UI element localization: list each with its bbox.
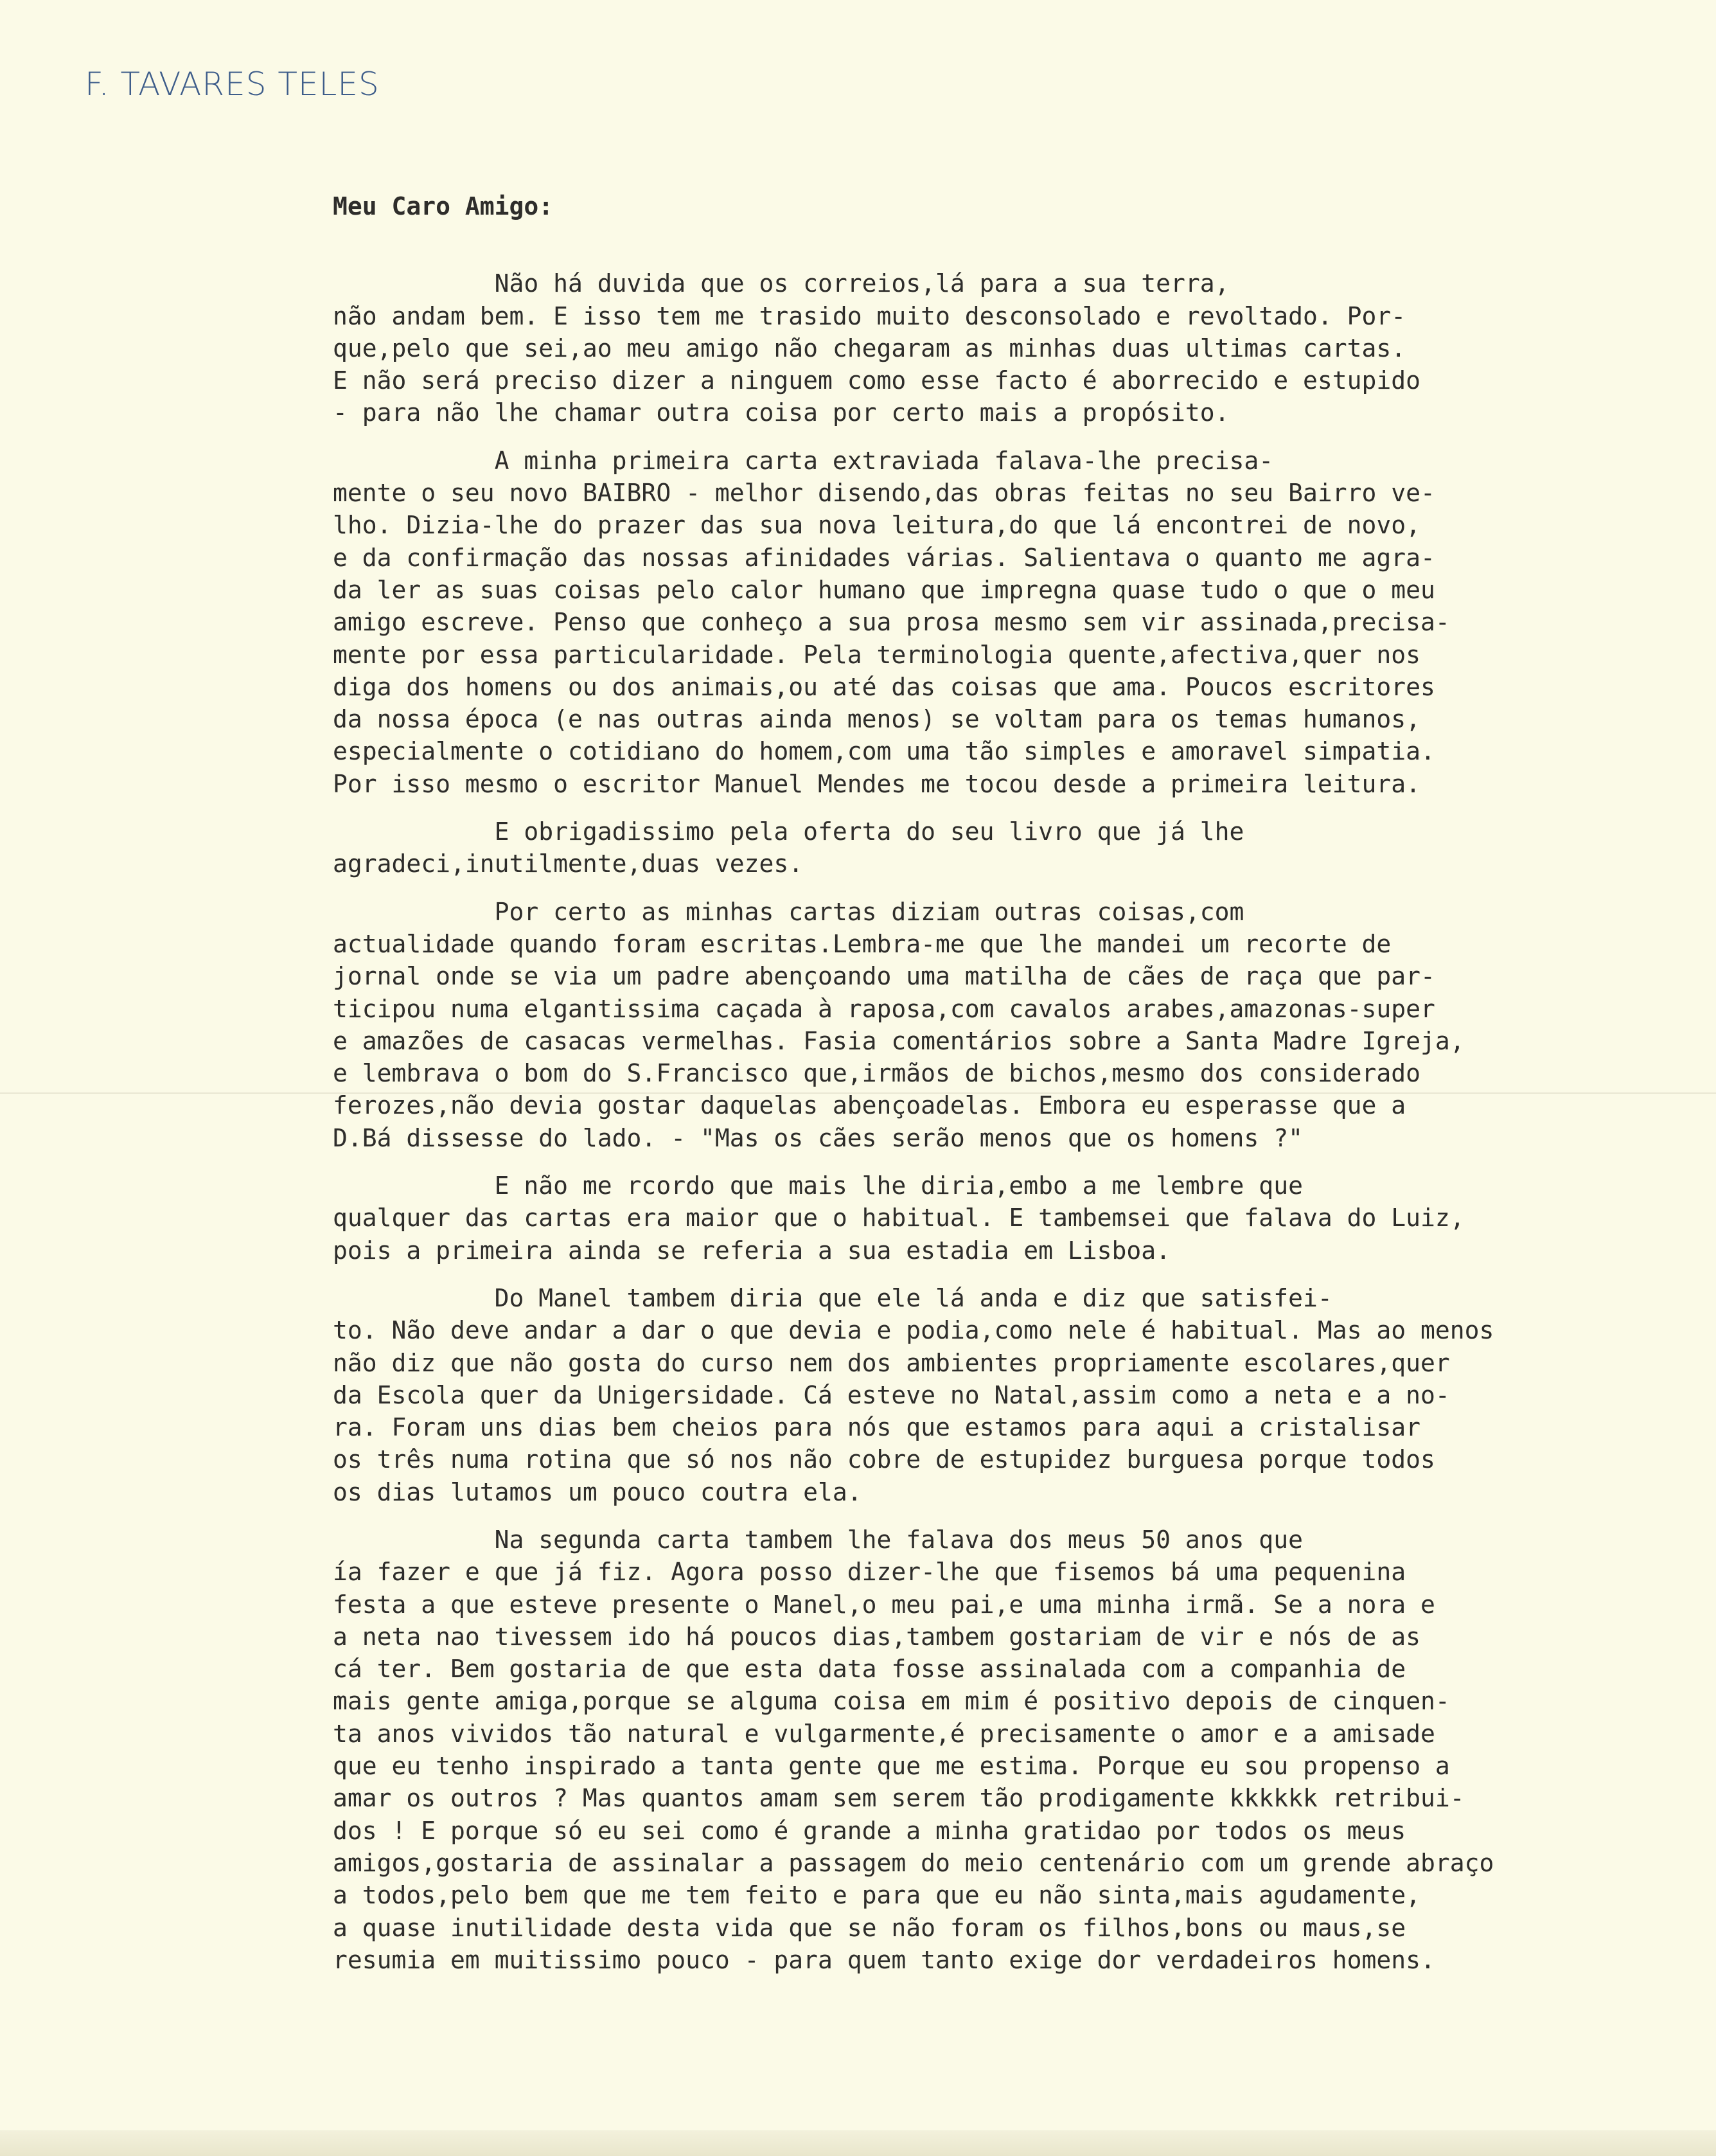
text-line: a quase inutilidade desta vida que se não foram os filhos,bons ou maus,se: [333, 1913, 1406, 1942]
text-line: diga dos homens ou dos animais,ou até das coisas que ama. Poucos escritores: [333, 672, 1435, 701]
text-line: - para não lhe chamar outra coisa por certo mais a propósito.: [333, 398, 1230, 427]
paragraph: [333, 896, 1688, 1154]
text-line: amigos,gostaria de assinalar a passagem do meio centenário com um grende abraço: [333, 1848, 1494, 1877]
text-line: e da confirmação das nossas afinidades várias. Salientava o quanto me agra-: [333, 543, 1435, 572]
paragraph: [333, 1170, 1688, 1267]
text-line: da Escola quer da Unigersidade. Cá esteve no Natal,assim como a neta e a no-: [333, 1380, 1450, 1409]
paragraph: [333, 1524, 1688, 1976]
letter-body: [333, 190, 1688, 1991]
text-line: ra. Foram uns dias bem cheios para nós que estamos para aqui a cristalisar: [333, 1413, 1420, 1442]
text-line: não andam bem. E isso tem me trasido muito desconsolado e revoltado. Por-: [333, 301, 1406, 330]
text-line: da ler as suas coisas pelo calor humano que impregna quase tudo o que o meu: [333, 575, 1435, 604]
salutation: Meu Caro Amigo:: [333, 192, 554, 220]
text-line: que,pelo que sei,ao meu amigo não chegaram as minhas duas ultimas cartas.: [333, 334, 1406, 362]
text-line: pois a primeira ainda se referia a sua estadia em Lisboa.: [333, 1236, 1171, 1265]
text-line: to. Não deve andar a dar o que devia e podia,como nele é habitual. Mas ao menos: [333, 1316, 1494, 1345]
text-line: cá ter. Bem gostaria de que esta data fosse assinalada com a companhia de: [333, 1655, 1406, 1684]
text-line: ticipou numa elgantissima caçada à raposa,com cavalos arabes,amazonas-super: [333, 994, 1435, 1023]
text-line: e lembrava o bom do S.Francisco que,irmãos de bichos,mesmo dos considerado: [333, 1059, 1420, 1088]
text-line: agradeci,inutilmente,duas vezes.: [333, 850, 804, 878]
text-line: dos ! E porque só eu sei como é grande a minha gratidao por todos os meus: [333, 1816, 1406, 1845]
text-line: a neta nao tivessem ido há poucos dias,tambem gostariam de vir e nós de as: [333, 1622, 1420, 1651]
text-line: resumia em muitissimo pouco - para quem tanto exige dor verdadeiros homens.: [333, 1945, 1435, 1974]
text-line: não diz que não gosta do curso nem dos ambientes propriamente escolares,quer: [333, 1348, 1450, 1377]
text-line: festa a que esteve presente o Manel,o meu pai,e uma minha irmã. Se a nora e: [333, 1590, 1435, 1619]
text-line: A minha primeira carta extraviada falava-lhe precisa-: [333, 446, 1274, 475]
text-line: ta anos vividos tão natural e vulgarmente,é precisamente o amor e a amisade: [333, 1719, 1435, 1748]
text-line: D.Bá dissesse do lado. - "Mas os cães serão menos que os homens ?": [333, 1123, 1303, 1152]
text-line: mais gente amiga,porque se alguma coisa em mim é positivo depois de cinquen-: [333, 1687, 1450, 1716]
text-line: lho. Dizia-lhe do prazer das sua nova leitura,do que lá encontrei de novo,: [333, 511, 1420, 540]
text-line: actualidade quando foram escritas.Lembra-me que lhe mandei um recorte de: [333, 929, 1392, 958]
text-line: ía fazer e que já fiz. Agora posso dizer-lhe que fisemos bá uma pequenina: [333, 1558, 1406, 1587]
text-line: e amazões de casacas vermelhas. Fasia comentários sobre a Santa Madre Igreja,: [333, 1026, 1465, 1055]
text-line: a todos,pelo bem que me tem feito e para que eu não sinta,mais agudamente,: [333, 1881, 1420, 1910]
text-line: Por certo as minhas cartas diziam outras coisas,com: [333, 897, 1244, 926]
letterhead: F. TAVARES TELES: [85, 66, 380, 103]
text-line: especialmente o cotidiano do homem,com uma tão simples e amoravel simpatia.: [333, 737, 1435, 766]
text-line: E obrigadissimo pela oferta do seu livro que já lhe: [333, 817, 1244, 846]
text-line: E não me rcordo que mais lhe diria,embo a me lembre que: [333, 1172, 1303, 1200]
text-line: amigo escreve. Penso que conheço a sua prosa mesmo sem vir assinada,precisa-: [333, 608, 1450, 637]
text-line: Na segunda carta tambem lhe falava dos meus 50 anos que: [333, 1525, 1303, 1554]
text-line: que eu tenho inspirado a tanta gente que me estima. Porque eu sou propenso a: [333, 1752, 1450, 1781]
text-line: mente por essa particularidade. Pela terminologia quente,afectiva,quer nos: [333, 640, 1420, 669]
text-line: jornal onde se via um padre abençoando uma matilha de cães de raça que par-: [333, 962, 1435, 991]
text-line: Não há duvida que os correios,lá para a sua terra,: [333, 269, 1230, 298]
text-line: mente o seu novo BAIBRO - melhor disendo,das obras feitas no seu Bairro ve-: [333, 479, 1435, 508]
text-line: os dias lutamos um pouco coutra ela.: [333, 1477, 862, 1506]
text-line: os três numa rotina que só nos não cobre de estupidez burguesa porque todos: [333, 1445, 1435, 1474]
paragraph: [333, 267, 1688, 429]
text-line: qualquer das cartas era maior que o habitual. E tambemsei que falava do Luiz,: [333, 1204, 1465, 1233]
paragraph: [333, 445, 1688, 800]
text-line: Do Manel tambem diria que ele lá anda e diz que satisfei-: [333, 1283, 1332, 1312]
letter-paragraphs: [333, 267, 1688, 1976]
text-line: da nossa época (e nas outras ainda menos) se voltam para os temas humanos,: [333, 705, 1420, 734]
text-line: Por isso mesmo o escritor Manuel Mendes me tocou desde a primeira leitura.: [333, 769, 1420, 798]
paragraph: [333, 1282, 1688, 1508]
paragraph: [333, 815, 1688, 880]
text-line: E não será preciso dizer a ninguem como esse facto é aborrecido e estupido: [333, 366, 1420, 395]
text-line: ferozes,não devia gostar daquelas abençoadelas. Embora eu esperasse que a: [333, 1091, 1406, 1120]
text-line: amar os outros ? Mas quantos amam sem serem tão prodigamente kkkkkk retribui-: [333, 1784, 1465, 1813]
paper-bottom-edge: [0, 2130, 1716, 2156]
